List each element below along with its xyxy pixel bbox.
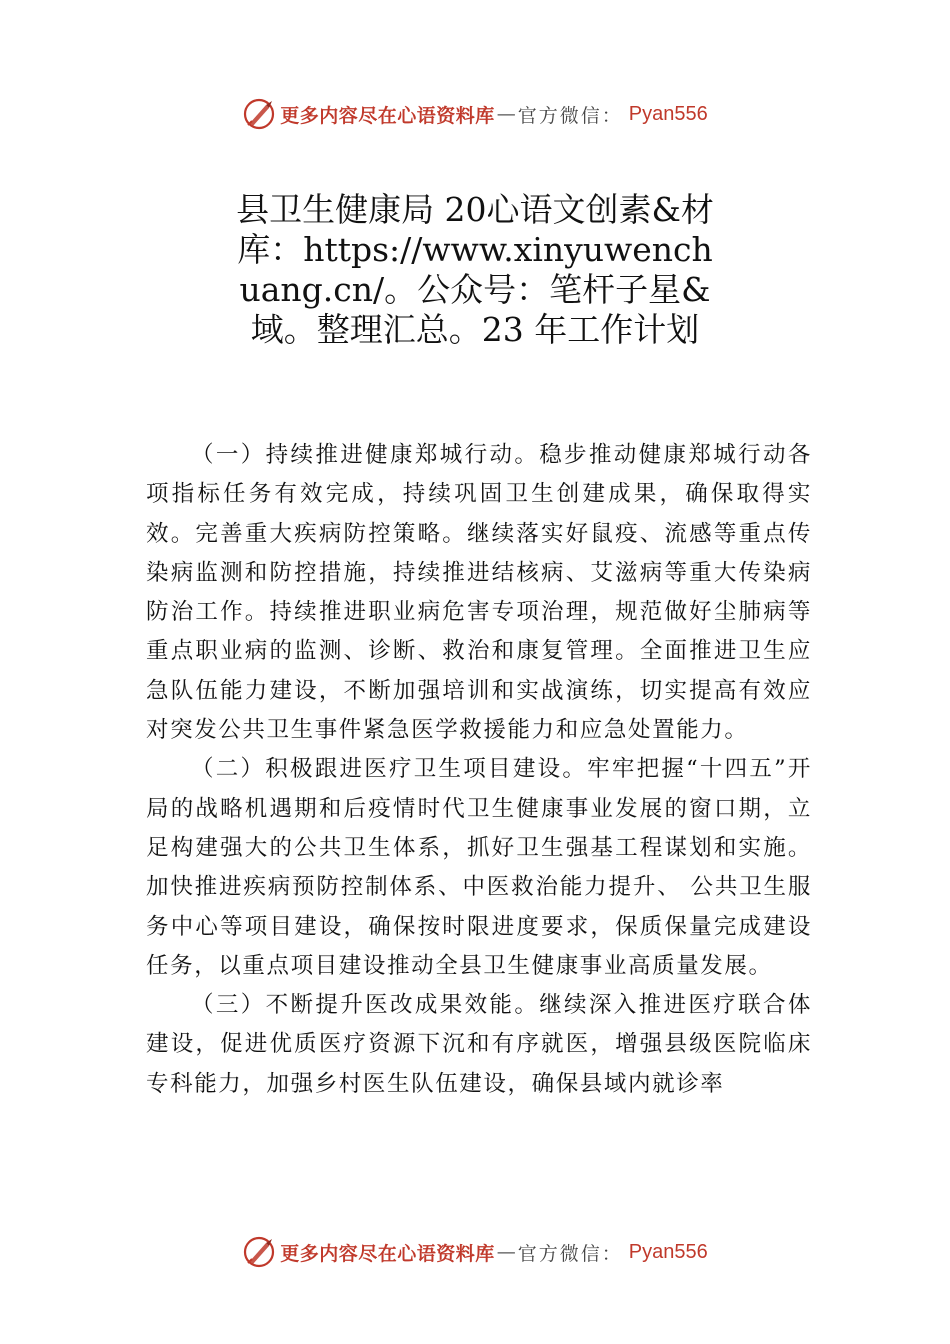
paragraph-1 (146, 436, 812, 750)
quill-pen-logo-icon (242, 97, 276, 131)
paragraph-1-lead: （一）持续推进健康郑城行动。 (191, 442, 540, 468)
paragraph-1-text: 稳步推动健康郑城行动各项指标任务有效完成，持续巩固卫生创建成果，确保取得实效。完善重大疾病防控策略。继续落实好鼠疫、流感等重点传染病监测和防控措施，持续推进结核病、艾滋病等重大传染病防治工作。持续推进职业病危害专项治理，规范做好尘肺病等重点职业病的监测、诊断、救治和康复管理。全面推进卫生应急队伍能力建设，不断加强培训和实战演练，切实提高有效应对突发公共卫生事件紧急医学救援能力和应急处置能力。 (146, 442, 812, 744)
banner-dash: — (496, 103, 516, 125)
footer-wechat-id: Pyan556 (628, 1240, 708, 1263)
footer-brand-text: 更多内容尽在心语资料库 (280, 1242, 495, 1265)
footer-dash: — (496, 1241, 516, 1263)
banner-wechat-id: Pyan556 (628, 102, 708, 125)
banner-wechat-label: 官方微信： (517, 104, 623, 127)
footer-banner (0, 1232, 950, 1272)
footer-wechat-label: 官方微信： (517, 1242, 623, 1265)
paragraph-2 (146, 750, 812, 986)
paragraph-2-text: 牢牢把握“十四五”开局的战略机遇期和后疫情时代卫生健康事业发展的窗口期，立足构建强大的公共卫生体系，抓好卫生强基工程谋划和实施。加快推进疾病预防控制体系、中医救治能力提升、 公共卫生服务中心等项目建设，确保按时限进度要求，保质保量完成建设任务，以重点项目建设推动全县卫生健康事业高质量发展。 (146, 756, 812, 979)
paragraph-3 (146, 986, 812, 1104)
quill-pen-logo-icon (242, 1235, 276, 1269)
paragraph-3-lead: （三）不断提升医改成果效能。 (191, 992, 540, 1019)
document-body (146, 436, 812, 1104)
header-banner (0, 94, 950, 134)
banner-brand-text: 更多内容尽在心语资料库 (280, 104, 495, 127)
paragraph-3-text: 继续深入推进医疗联合体建设，促进优质医疗资源下沉和有序就医，增强县级医院临床专科能力，加强乡村医生队伍建设，确保县域内就诊率 (146, 992, 812, 1097)
document-title: 县卫生健康局 20心语文创素&材库：https://www.xinyuwenchuang.cn/。公众号：笔杆子星&域。整理汇总。23 年工作计划 (236, 190, 714, 349)
paragraph-2-lead: （二）积极跟进医疗卫生项目建设。 (191, 756, 588, 783)
